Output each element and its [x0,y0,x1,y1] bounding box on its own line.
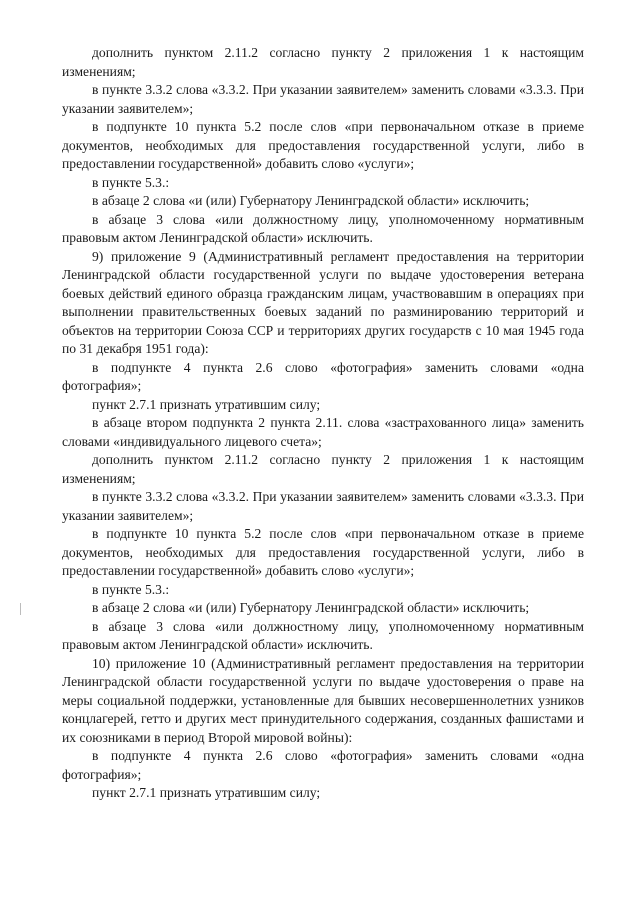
paragraph-16: в абзаце 3 слова «или должностному лицу, уполномоченному нормативным правовым актом Ленинградской области» исключить. [62,618,584,652]
paragraph-8: в подпункте 4 пункта 2.6 слово «фотография» заменить словами «одна фотография»; [62,359,584,393]
paragraph-9: пункт 2.7.1 признать утратившим силу; [92,396,321,412]
paragraph-14: в пункте 5.3.: [92,581,170,597]
paragraph-18: в подпункте 4 пункта 2.6 слово «фотография» заменить словами «одна фотография»; [62,748,584,782]
paragraph-11: дополнить пунктом 2.11.2 согласно пункту 2 приложения 1 к настоящим изменениям; [62,452,584,486]
paragraph-5: в абзаце 2 слова «и (или) Губернатору Ленинградской области» исключить; [92,193,530,208]
paragraph-15: в абзаце 2 слова «и (или) Губернатору Ленинградской области» исключить; [92,600,530,615]
paragraph-3: в подпункте 10 пункта 5.2 после слов «при первоначальном отказе в приеме документов, необходимых для предоставления государственной услуги, либо в предоставлении государственной» добавить слово «услуги»; [62,119,584,171]
paragraph-4: в пункте 5.3.: [92,174,170,190]
paragraph-13: в подпункте 10 пункта 5.2 после слов «при первоначальном отказе в приеме документов, необходимых для предоставления государственной услуги, либо в предоставлении государственной» добавить слово «услуги»; [62,526,584,578]
paragraph-19: пункт 2.7.1 признать утратившим силу; [92,785,321,800]
paragraph-6: в абзаце 3 слова «или должностному лицу, уполномоченному нормативным правовым актом Ленинградской области» исключить. [62,211,584,245]
paragraph-12: в пункте 3.3.2 слова «3.3.2. При указании заявителем» заменить словами «3.3.3. При указании заявителем»; [62,489,584,523]
paragraph-1: дополнить пунктом 2.11.2 согласно пункту 2 приложения 1 к настоящим изменениям; [62,45,584,79]
paragraph-2: в пункте 3.3.2 слова «3.3.2. При указании заявителем» заменить словами «3.3.3. При указании заявителем»; [62,82,584,116]
scan-margin-mark [20,603,21,615]
paragraph-17: 10) приложение 10 (Административный регламент предоставления на территории Ленинградской области государственной услуги по выдаче удостоверения о праве на меры социальной поддержки, установленные для бывших несовершеннолетних узников концлагерей, гетто и других мест принудительного содержания, созданных фашистами и их союзниками в период Второй мировой войны): [62,655,584,745]
paragraph-7: 9) приложение 9 (Административный регламент предоставления на территории Ленинградской области государственной услуги по выдаче удостоверения ветерана боевых действий единого образца гражданским лицам, участвовавшим в операциях при выполнении правительственных боевых заданий по разминированию территорий и объектов на территории Союза ССР и территориях других государств с 10 мая 1945 года по 31 декабря 1951 года): [62,248,584,356]
paragraph-10: в абзаце втором подпункта 2 пункта 2.11. слова «застрахованного лица» заменить словами «индивидуального лицевого счета»; [62,415,584,449]
